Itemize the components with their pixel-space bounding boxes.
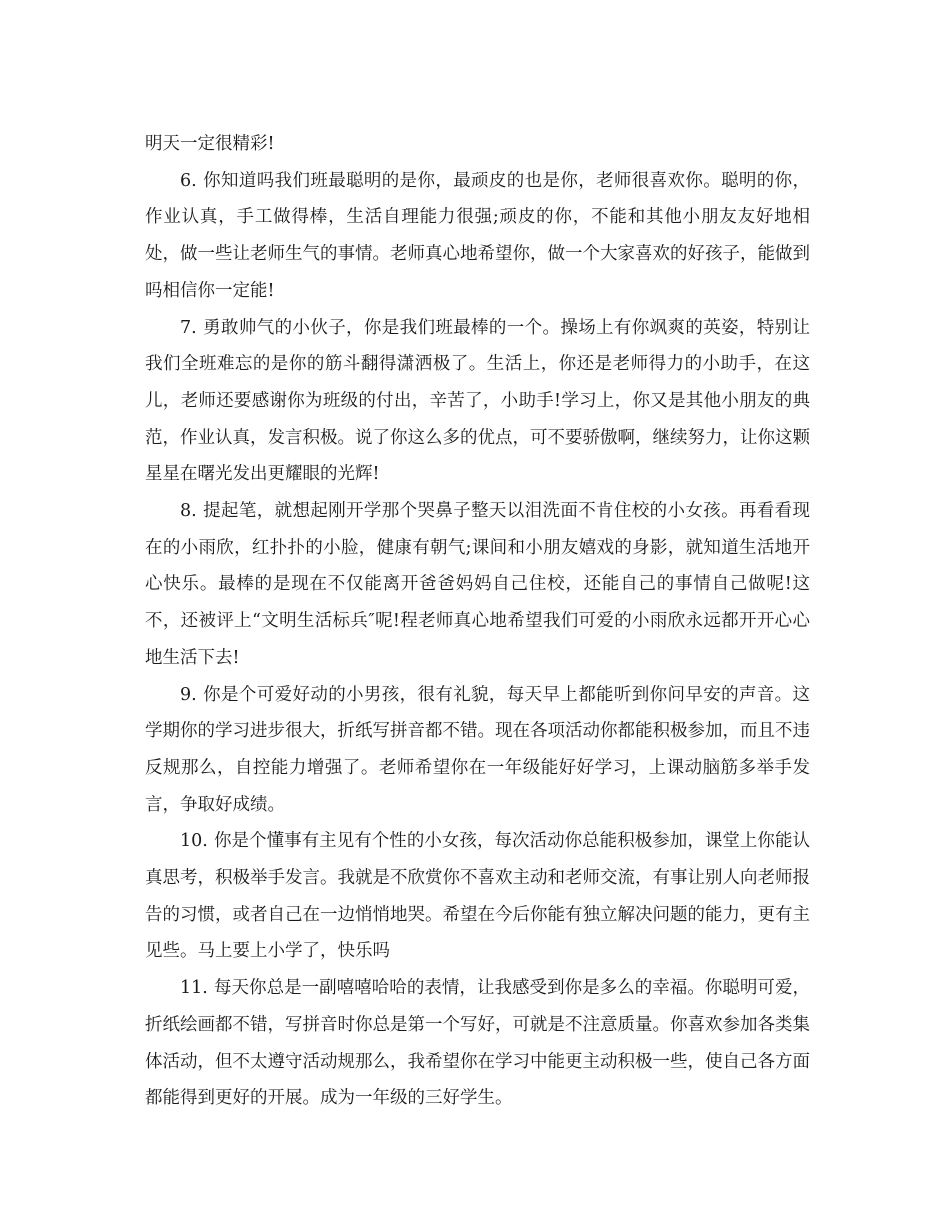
paragraph-text: 提起笔，就想起刚开学那个哭鼻子整天以泪洗面不肯住校的小女孩。再看看现在的小雨欣，红扑扑的小脸，健康有朝气;课间和小朋友嬉戏的身影，就知道生活地开心快乐。最棒的是现在不仅能离开爸爸妈妈自己住校，还能自己的事情自己做呢!这不，还被评上“文明生活标兵″呢!程老师真心地希望我们可爱的小雨欣永远都开开心心地生活下去! <box>145 501 810 668</box>
paragraph-text: 你是个懂事有主见有个性的小女孩，每次活动你总能积极参加，课堂上你能认真思考，积极举手发言。我就是不欣赏你不喜欢主动和老师交流，有事让别人向老师报告的习惯，或者自己在一边悄悄地哭。希望在今后你能有独立解决问题的能力，更有主见些。马上要上小学了，快乐吗 <box>145 831 810 962</box>
document-page <box>145 126 810 1117</box>
paragraph-10 <box>145 823 810 970</box>
paragraph-number: 11. <box>180 978 208 999</box>
paragraph-number: 7. <box>180 317 197 338</box>
paragraph-9 <box>145 677 810 824</box>
paragraph-number: 9. <box>180 684 197 705</box>
paragraph-7 <box>145 310 810 494</box>
paragraph-number: 8. <box>180 501 197 522</box>
paragraph-6 <box>145 163 810 310</box>
paragraph-8 <box>145 493 810 677</box>
paragraph-text: 你知道吗我们班最聪明的是你，最顽皮的也是你，老师很喜欢你。聪明的你，作业认真，手工做得棒，生活自理能力很强;顽皮的你，不能和其他小朋友友好地相处，做一些让老师生气的事情。老师真心地希望你，做一个大家喜欢的好孩子，能做到吗相信你一定能! <box>145 170 810 301</box>
continuation-line: 明天一定很精彩! <box>145 134 275 154</box>
paragraph-text: 每天你总是一副嘻嘻哈哈的表情，让我感受到你是多么的幸福。你聪明可爱，折纸绘画都不错，写拼音时你总是第一个写好，可就是不注意质量。你喜欢参加各类集体活动，但不太遵守活动规那么，我希望你在学习中能更主动积极一些，使自己各方面都能得到更好的开展。成为一年级的三好学生。 <box>145 978 810 1109</box>
paragraph-11 <box>145 970 810 1117</box>
paragraph-number: 10. <box>180 831 208 852</box>
paragraph-number: 6. <box>180 170 197 191</box>
paragraph-text: 勇敢帅气的小伙子，你是我们班最棒的一个。操场上有你飒爽的英姿，特别让我们全班难忘的是你的筋斗翻得潇洒极了。生活上，你还是老师得力的小助手，在这儿，老师还要感谢你为班级的付出，辛苦了，小助手!学习上，你又是其他小朋友的典范，作业认真，发言积极。说了你这么多的优点，可不要骄傲啊，继续努力，让你这颗星星在曙光发出更耀眼的光辉! <box>145 317 810 485</box>
paragraph-text: 你是个可爱好动的小男孩，很有礼貌，每天早上都能听到你问早安的声音。这学期你的学习进步很大，折纸写拼音都不错。现在各项活动你都能积极参加，而且不违反规那么，自控能力增强了。老师希望你在一年级能好好学习，上课动脑筋多举手发言，争取好成绩。 <box>145 684 810 815</box>
